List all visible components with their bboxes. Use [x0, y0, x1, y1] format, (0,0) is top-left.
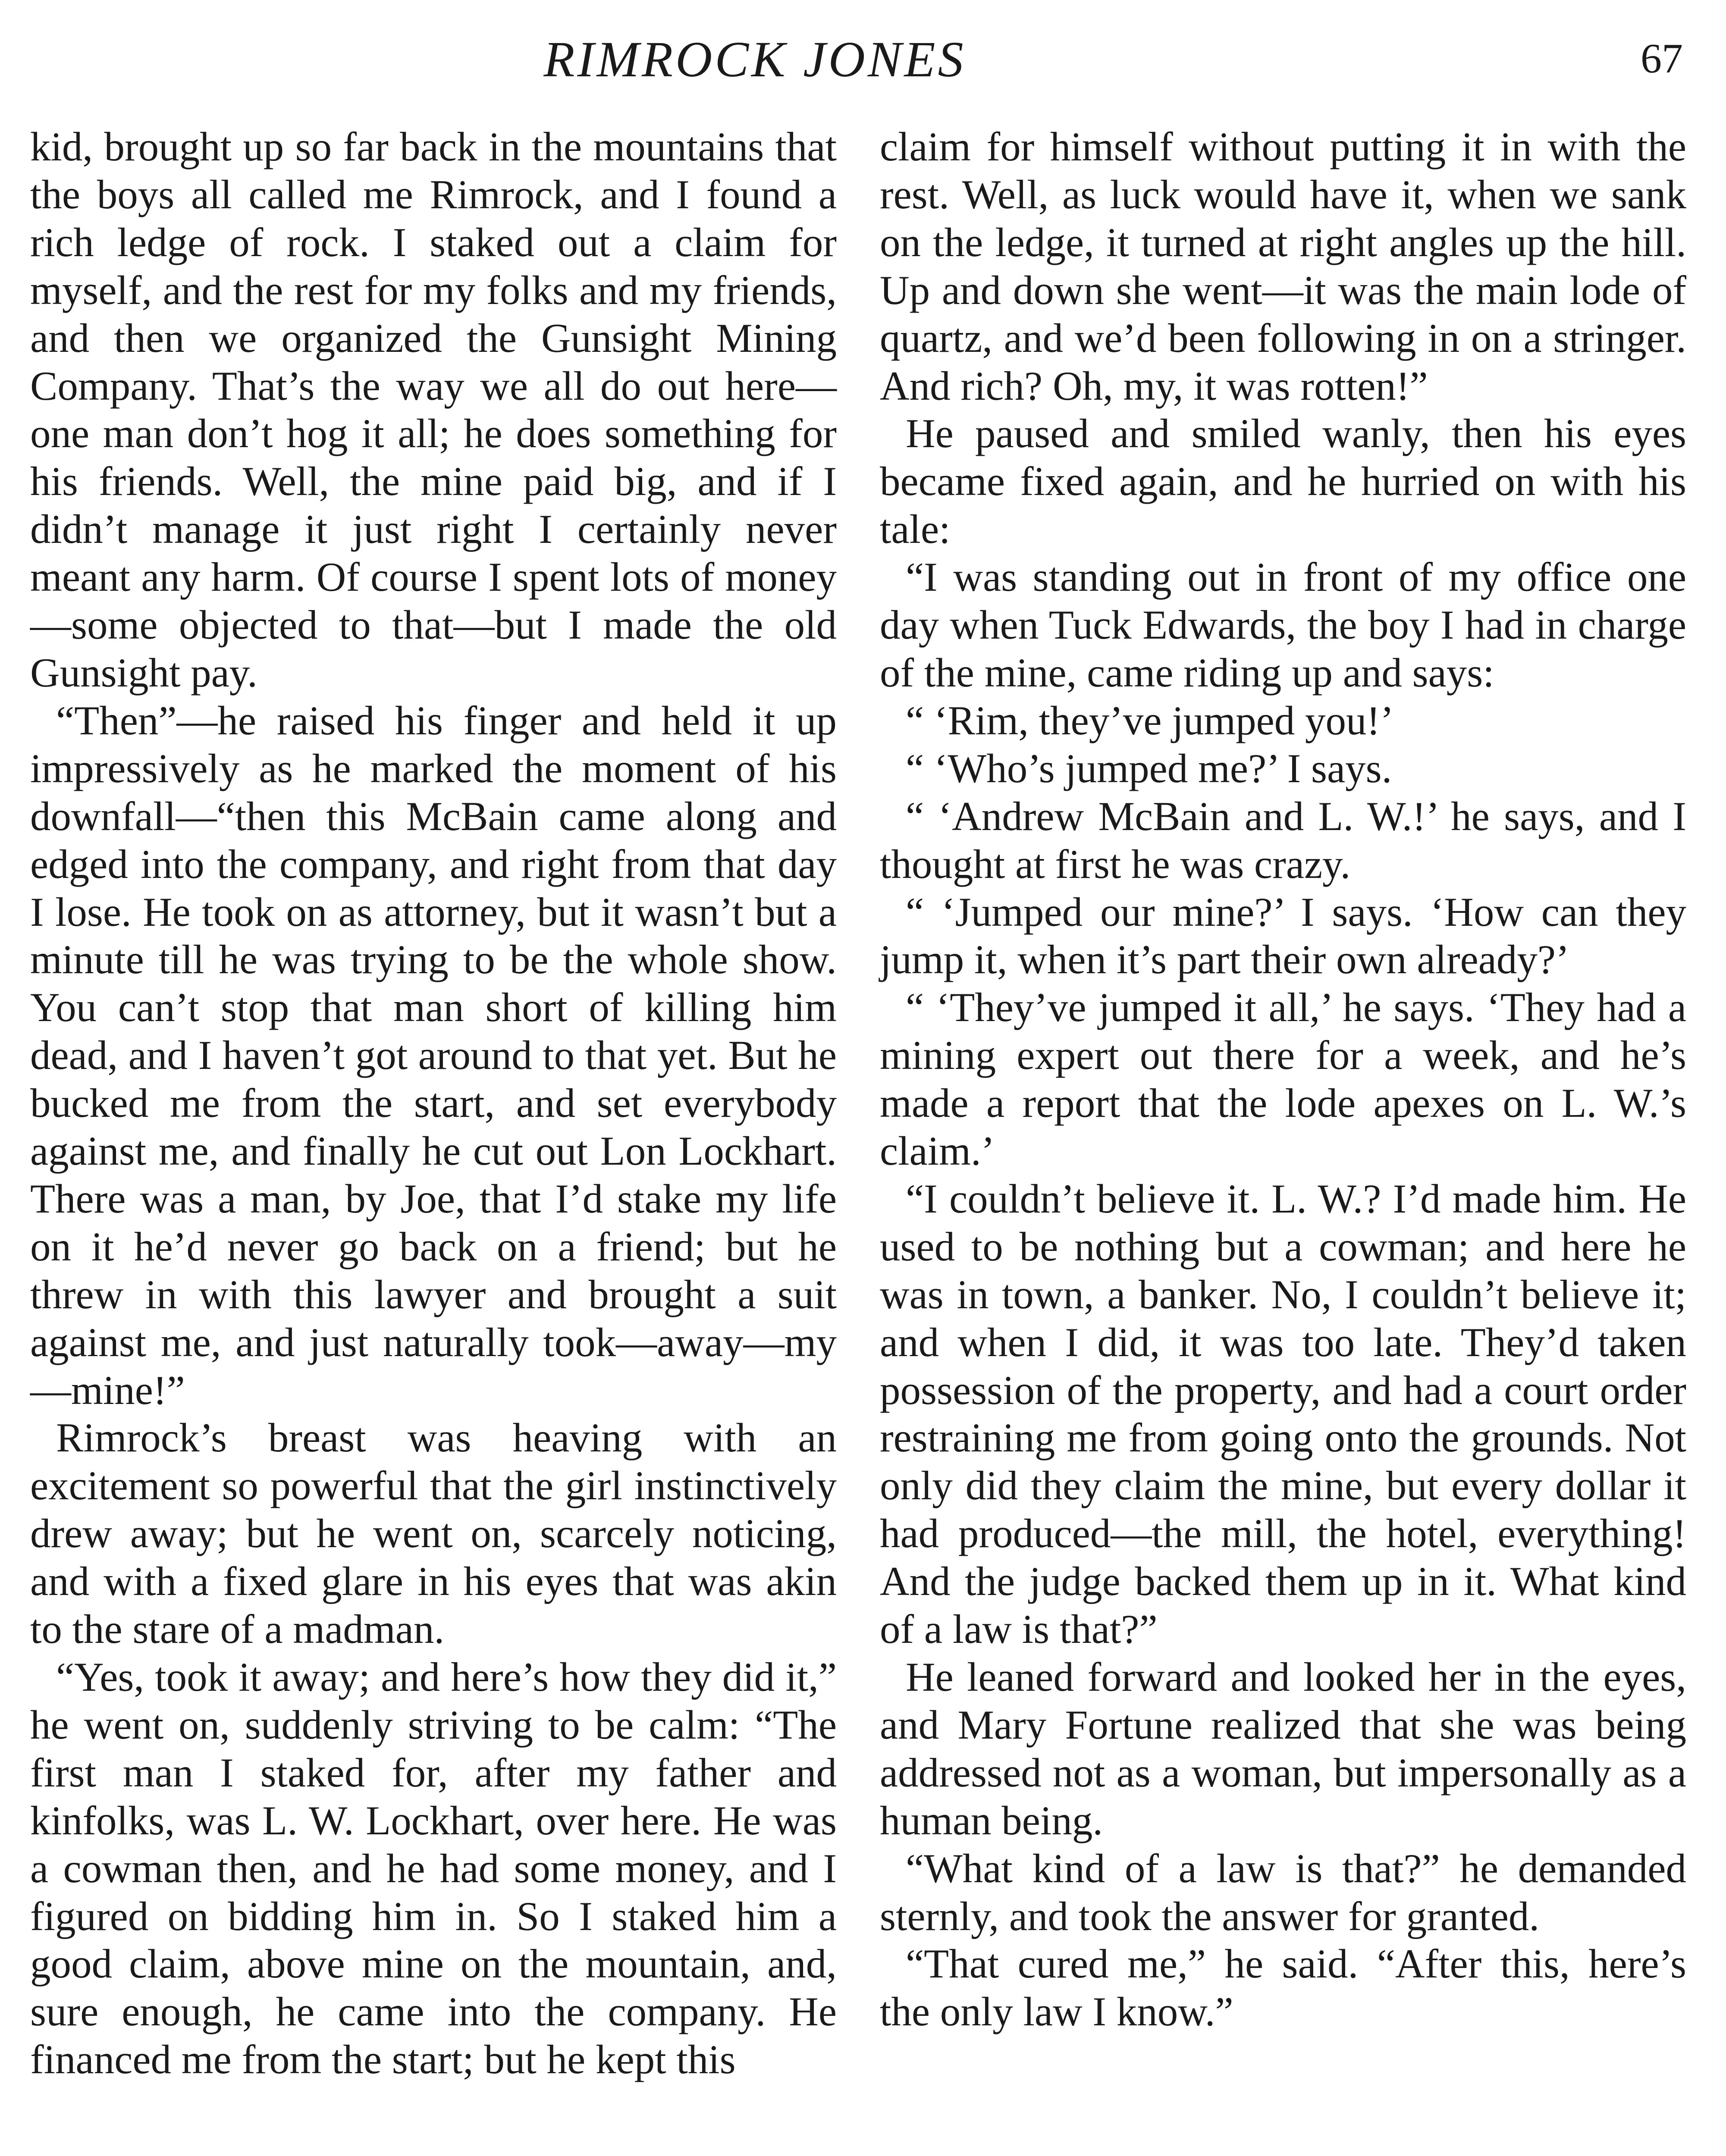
paragraph: Rimrock’s breast was heaving with an excitement so powerful that the girl instinctively drew away; but he went on, scarcely noticing, and with a fixed glare in his eyes that was akin to the stare of a madman.	[30, 1415, 837, 1652]
paragraph: kid, brought up so far back in the mountains that the boys all called me Rimrock, and I found a rich ledge of rock. I staked out a claim for myself, and the rest for my folks and my friends, and then we organized the Gunsight Mining Company. That’s the way we all do out here—one man don’t hog it all; he does something for his friends. Well, the mine paid big, and if I didn’t manage it just right I certainly never meant any harm. Of course I spent lots of money—some objected to that—but I made the old Gunsight pay.	[30, 124, 837, 696]
paragraph: “I couldn’t believe it. L. W.? I’d made him. He used to be nothing but a cowman; and here he was in town, a banker. No, I couldn’t believe it; and when I did, it was too late. They’d taken possession of the property, and had a court order restraining me from going onto the grounds. Not only did they claim the mine, but every dollar it had produced—the mill, the hotel, everything! And the judge backed them up in it. What kind of a law is that?”	[880, 1175, 1686, 1652]
paragraph: “ ‘They’ve jumped it all,’ he says. ‘They had a mining expert out there for a week, and he’s made a report that the lode apexes on L. W.’s claim.’	[880, 984, 1686, 1174]
paragraph: “I was standing out in front of my office one day when Tuck Edwards, the boy I had in charge of the mine, came riding up and says:	[880, 554, 1686, 696]
right-column	[880, 123, 1686, 2036]
paragraph: “Then”—he raised his finger and held it up impressively as he marked the moment of his downfall—“then this McBain came along and edged into the company, and right from that day I lose. He took on as attorney, but it wasn’t but a minute till he was trying to be the whole show. You can’t stop that man short of killing him dead, and I haven’t got around to that yet. But he bucked me from the start, and set everybody against me, and finally he cut out Lon Lockhart. There was a man, by Joe, that I’d stake my life on it he’d never go back on a friend; but he threw in with this lawyer and brought a suit against me, and just naturally took—away—my—mine!”	[30, 697, 837, 1413]
paragraph: claim for himself without putting it in with the rest. Well, as luck would have it, when we sank on the ledge, it turned at right angles up the hill. Up and down she went—it was the main lode of quartz, and we’d been following in on a stringer. And rich? Oh, my, it was rotten!”	[880, 124, 1686, 409]
paragraph: “That cured me,” he said. “After this, here’s the only law I know.”	[880, 1941, 1686, 2035]
paragraph: “Yes, took it away; and here’s how they did it,” he went on, suddenly striving to be calm: “The first man I staked for, after my father and kinfolks, was L. W. Lockhart, over here. He was a cowman then, and he had some money, and I figured on bidding him in. So I staked him a good claim, above mine on the mountain, and, sure enough, he came into the company. He financed me from the start; but he kept this	[30, 1654, 837, 2083]
paragraph: “ ‘Jumped our mine?’ I says. ‘How can they jump it, when it’s part their own already?’	[880, 889, 1686, 983]
paragraph: “What kind of a law is that?” he demanded sternly, and took the answer for granted.	[880, 1845, 1686, 1939]
paragraph: He paused and smiled wanly, then his eyes became fixed again, and he hurried on with his tale:	[880, 411, 1686, 552]
paragraph: “ ‘Who’s jumped me?’ I says.	[906, 745, 1392, 791]
left-column	[30, 123, 837, 2084]
paragraph: He leaned forward and looked her in the eyes, and Mary Fortune realized that she was being addressed not as a woman, but impersonally as a human being.	[880, 1654, 1686, 1843]
paragraph: “ ‘Rim, they’ve jumped you!’	[906, 697, 1394, 743]
page-number: 67	[1641, 35, 1683, 82]
running-title: RIMROCK JONES	[543, 31, 966, 88]
paragraph: “ ‘Andrew McBain and L. W.!’ he says, and I thought at first he was crazy.	[880, 793, 1686, 887]
